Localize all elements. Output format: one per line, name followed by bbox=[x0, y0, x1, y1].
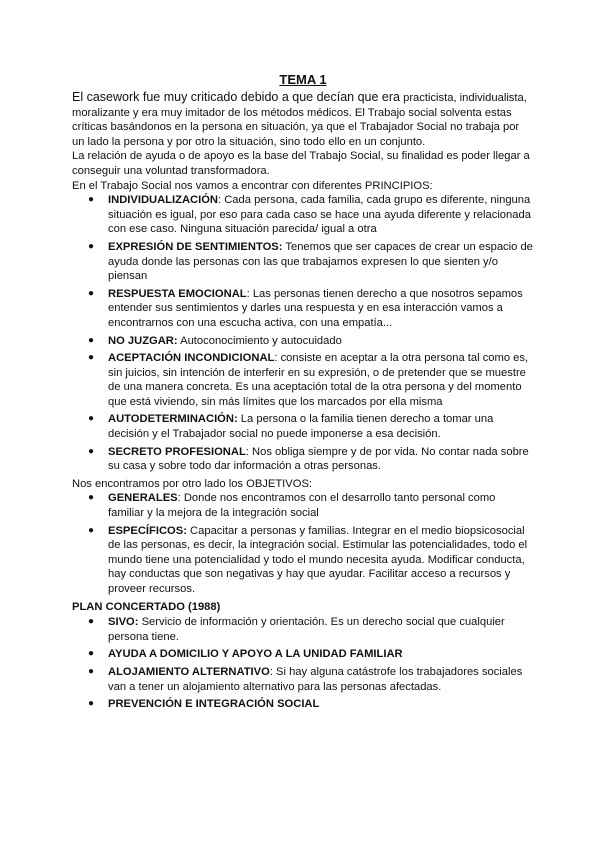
item-term: INDIVIDUALIZACIÓN bbox=[108, 194, 219, 207]
item-term: PREVENCIÓN E INTEGRACIÓN SOCIAL bbox=[108, 698, 320, 711]
item-term: RESPUESTA EMOCIONAL bbox=[108, 287, 247, 300]
item-text: : Las personas tienen derecho a que nosotros sepamos entender sus sentimientos y darles una respuesta y en esa interacción vamos a encontrarnos con una escucha activa, con una empatía... bbox=[108, 287, 523, 329]
list-item bbox=[72, 193, 534, 237]
item-text: Autoconocimiento y autocuidado bbox=[177, 334, 342, 347]
item-text: : Si hay alguna catástrofe los trabajadores sociales van a tener un alojamiento alternativo para las personas afectadas. bbox=[108, 665, 523, 693]
item-text: : Cada persona, cada familia, cada grupo es diferente, ninguna situación es igual, por eso para cada caso se hace una ayuda diferente y relacionada con ese caso. Ninguna situación parecida/ igual a otra bbox=[108, 194, 531, 236]
list-item bbox=[72, 647, 534, 662]
list-item bbox=[72, 665, 534, 694]
item-term: EXPRESIÓN DE SENTIMIENTOS: bbox=[108, 240, 283, 253]
list-item bbox=[72, 491, 534, 520]
principles-heading: En el Trabajo Social nos vamos a encontrar con diferentes PRINCIPIOS: bbox=[72, 179, 433, 192]
item-term: GENERALES bbox=[108, 492, 178, 505]
list-item bbox=[72, 334, 534, 349]
list-item bbox=[72, 615, 534, 644]
bullet-icon: ● bbox=[88, 492, 95, 504]
bullet-icon: ● bbox=[88, 445, 95, 457]
item-term: SECRETO PROFESIONAL bbox=[108, 445, 246, 458]
item-text: Tenemos que ser capaces de crear un espacio de ayuda donde las personas con las que trabajamos expresen lo que sienten y/o piensan bbox=[108, 240, 533, 283]
item-text: : Nos obliga siempre y de por vida. No contar nada sobre su casa y sobre todo dar información a otras personas. bbox=[108, 445, 529, 473]
bullet-icon: ● bbox=[88, 648, 95, 660]
principles-list bbox=[72, 193, 534, 474]
item-text: : Donde nos encontramos con el desarrollo tanto personal como familiar y la mejora de la integración social bbox=[108, 492, 496, 520]
item-text: : consiste en aceptar a la otra persona tal como es, sin juicios, sin intención de interferir en su expresión, o de pretender que se muestre de una manera concreta. Es una aceptación total de la otra persona y del momento que está viviendo, sin más límites que los marcados por ella misma bbox=[108, 352, 529, 408]
page-title: TEMA 1 bbox=[279, 72, 327, 87]
intro-paragraph bbox=[72, 90, 534, 149]
bullet-icon: ● bbox=[88, 334, 95, 346]
objectives-heading: Nos encontramos por otro lado los OBJETIVOS: bbox=[72, 477, 313, 490]
bullet-icon: ● bbox=[88, 352, 95, 364]
document-page bbox=[72, 72, 534, 715]
plan-heading: PLAN CONCERTADO (1988) bbox=[72, 600, 221, 613]
objectives-list bbox=[72, 491, 534, 596]
item-text: La persona o la familia tienen derecho a tomar una decisión y el Trabajador social no puede imponerse a esa decisión. bbox=[108, 413, 494, 441]
bullet-icon: ● bbox=[88, 413, 95, 425]
item-term: NO JUZGAR: bbox=[108, 334, 178, 347]
item-text: Capacitar a personas y familias. Integrar en el medio biopsicosocial de las personas, es decir, la integración social. Estimular las potencialidades, todo el mundo tiene una potencialidad y todo el mundo necesita ayuda. Modificar conducta, hay conductas que son negativas y hay que ayudar. Facilitar acceso a recursos y proveer recursos. bbox=[108, 524, 528, 595]
bullet-icon: ● bbox=[88, 287, 95, 299]
list-item bbox=[72, 445, 534, 474]
list-item bbox=[72, 240, 534, 284]
item-text: Servicio de información y orientación. Es un derecho social que cualquier persona tiene. bbox=[108, 616, 505, 643]
list-item bbox=[72, 351, 534, 409]
bullet-icon: ● bbox=[88, 524, 95, 536]
list-item bbox=[72, 697, 534, 712]
bullet-icon: ● bbox=[88, 665, 95, 677]
list-item bbox=[72, 412, 534, 441]
item-term: AYUDA A DOMICILIO Y APOYO A LA UNIDAD FAMILIAR bbox=[108, 648, 403, 661]
list-item bbox=[72, 287, 534, 331]
intro-lead: El casework fue muy criticado debido a que decían que era bbox=[72, 90, 400, 104]
relation-paragraph: La relación de ayuda o de apoyo es la base del Trabajo Social, su finalidad es poder llegar a conseguir una voluntad transformadora. bbox=[72, 150, 530, 177]
bullet-icon: ● bbox=[88, 698, 95, 710]
item-term: ALOJAMIENTO ALTERNATIVO bbox=[108, 665, 270, 678]
plan-list bbox=[72, 615, 534, 712]
intro-rest: practicista, individualista, moralizante y era muy imitador de los métodos médicos. El Trabajo social solventa estas críticas basándonos en la persona en situación, ya que el Trabajador Social no trabaja por un lado la persona y por otro la situación, sino todo ello en un conjunto. bbox=[72, 92, 527, 148]
bullet-icon: ● bbox=[88, 194, 95, 206]
item-term: ACEPTACIÓN INCONDICIONAL bbox=[108, 352, 275, 365]
bullet-icon: ● bbox=[88, 616, 95, 628]
bullet-icon: ● bbox=[88, 240, 95, 252]
item-term: AUTODETERMINACIÓN: bbox=[108, 413, 238, 426]
item-term: ESPECÍFICOS: bbox=[108, 524, 187, 537]
item-term: SIVO: bbox=[108, 616, 139, 629]
list-item bbox=[72, 524, 534, 597]
